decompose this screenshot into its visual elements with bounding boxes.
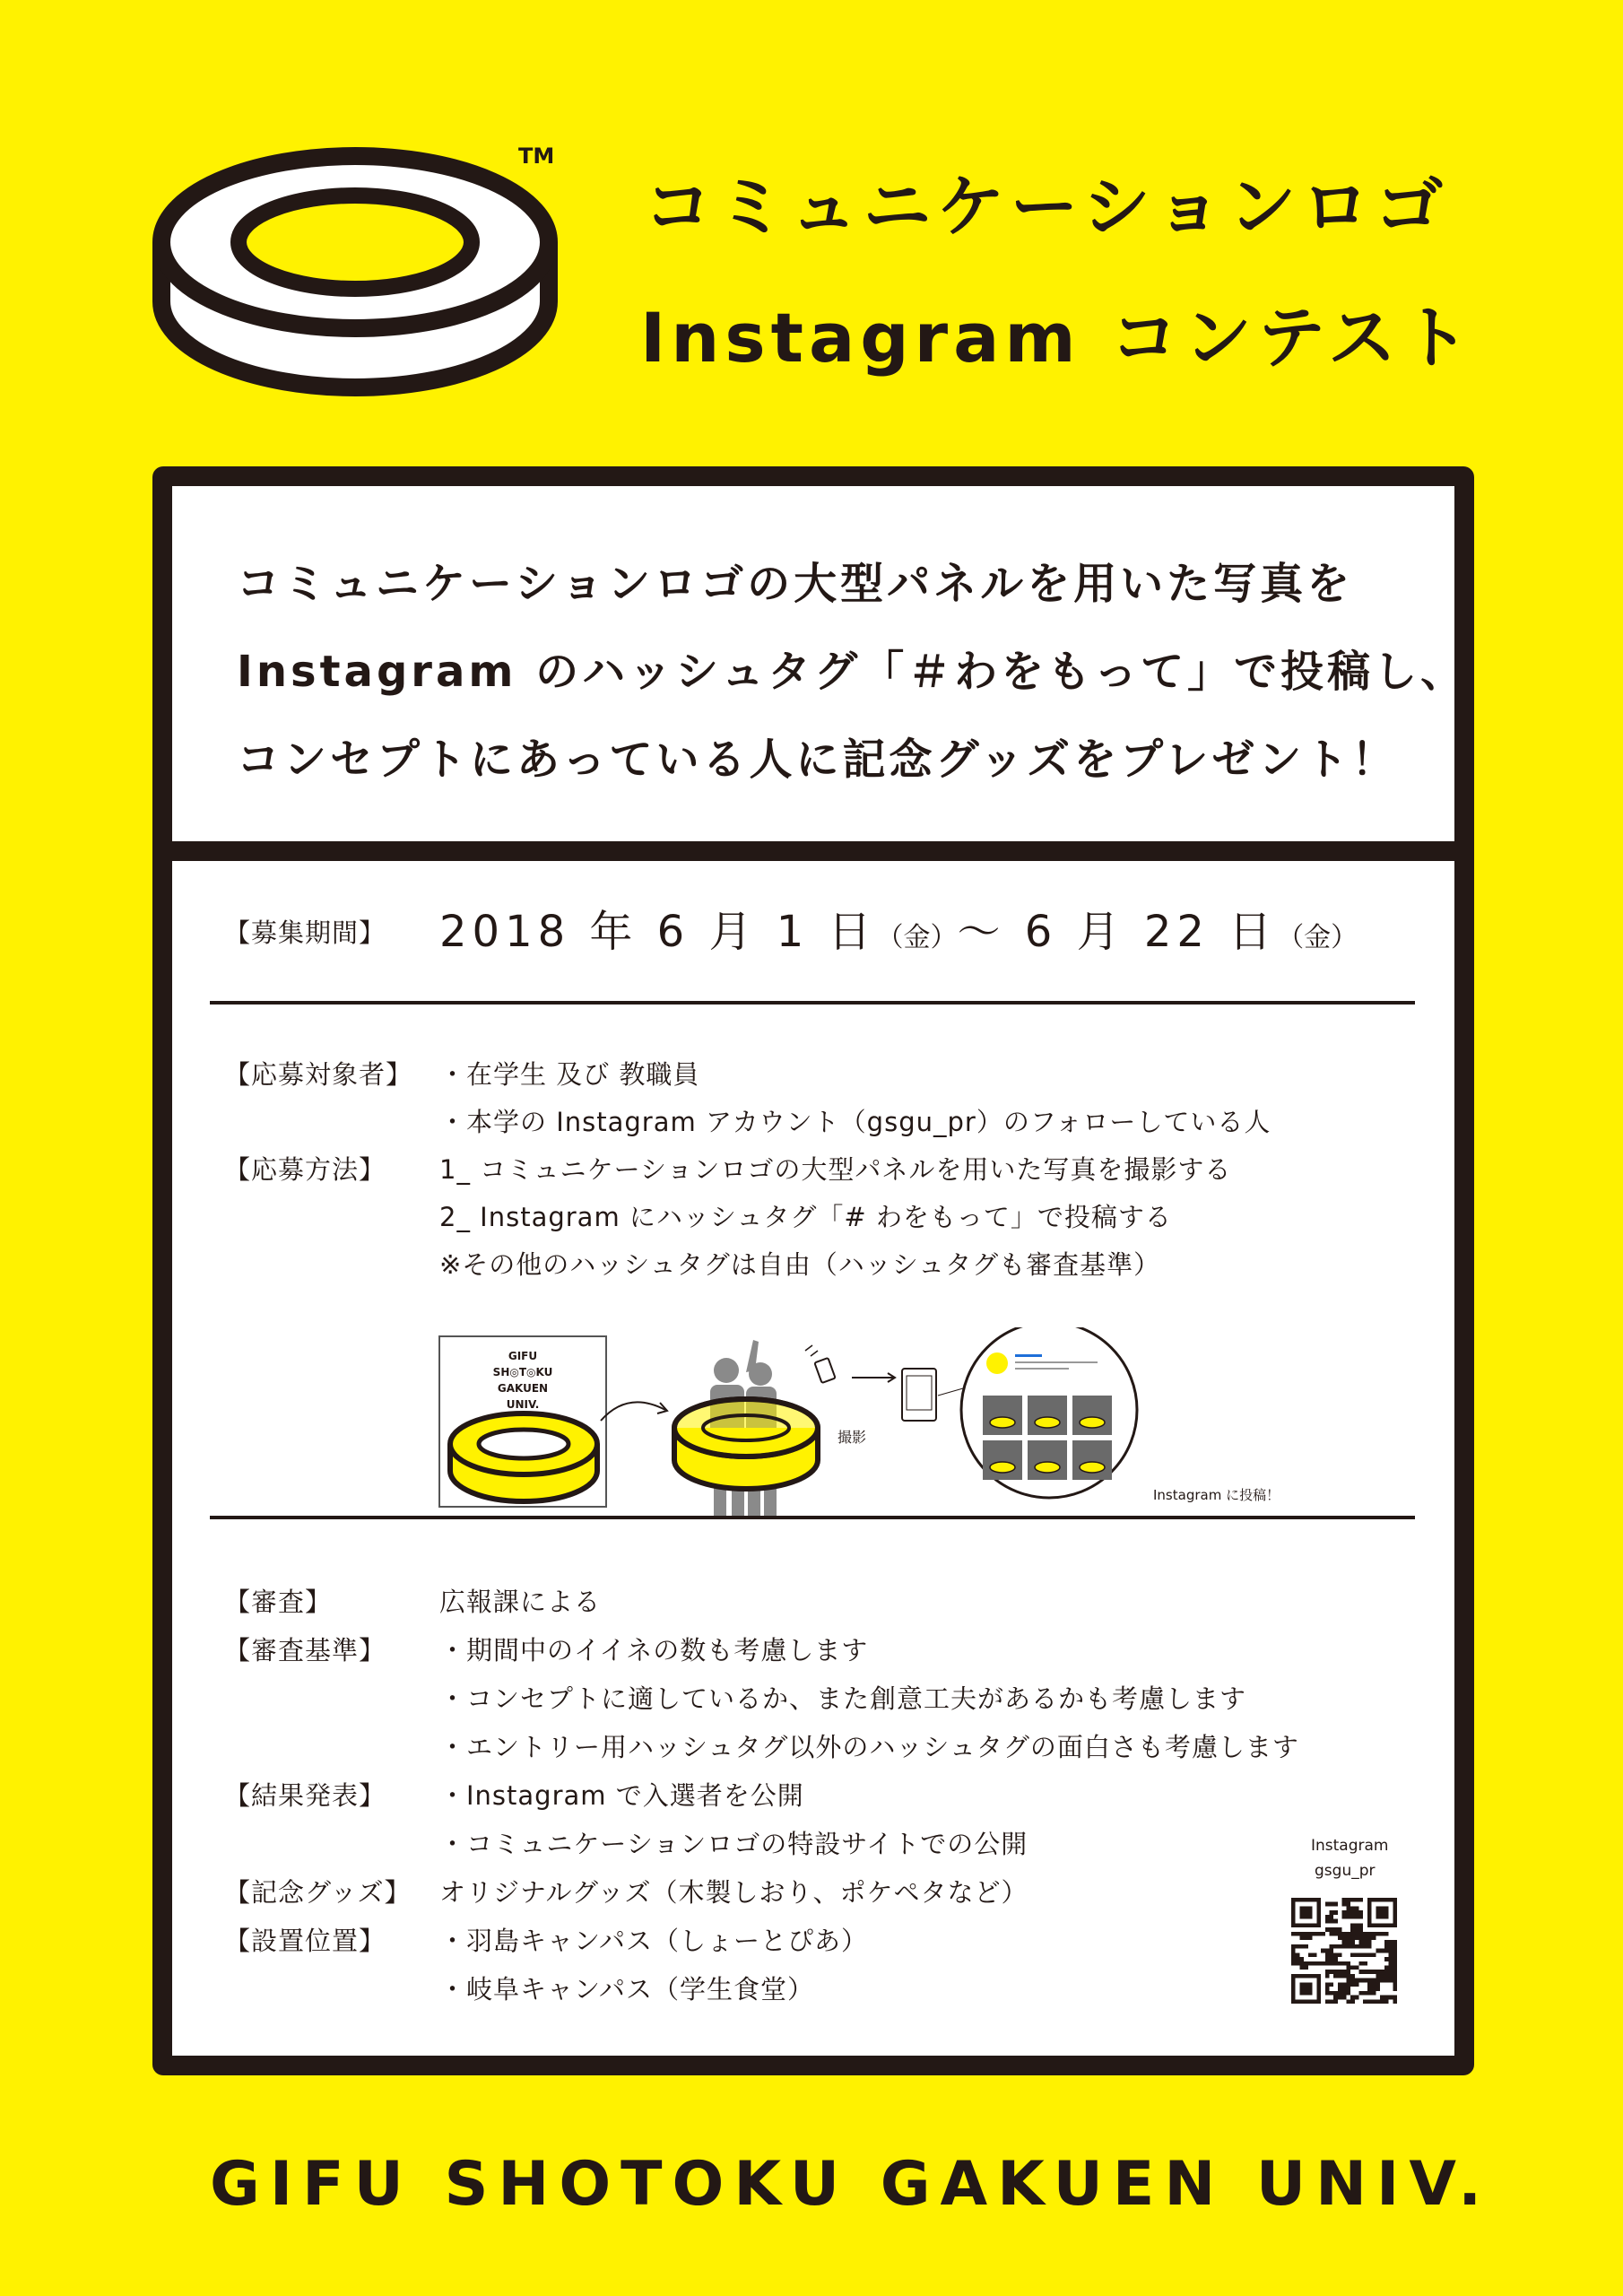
ring-logo-icon — [152, 144, 565, 413]
method-label: 【応募方法】 — [224, 1154, 386, 1185]
place-line: ・羽島キャンパス（しょーとぴあ） — [439, 1926, 868, 1956]
target-label: 【応募対象者】 — [224, 1059, 413, 1090]
panel-ring-hole — [479, 1430, 568, 1458]
section-divider — [210, 1516, 1415, 1519]
goods-label: 【記念グッズ】 — [224, 1877, 412, 1908]
judge-value: 広報課による — [439, 1587, 602, 1617]
qr-label: Instagram — [1311, 1837, 1389, 1855]
target-line: ・本学の Instagram アカウント（gsgu_pr）のフォローしている人 — [439, 1107, 1271, 1137]
section-divider — [210, 1001, 1415, 1004]
criteria-line: ・エントリー用ハッシュタグ以外のハッシュタグの面白さも考慮します — [439, 1732, 1299, 1762]
page-title-line1: コミュニケーションロゴ — [644, 167, 1449, 247]
held-ring-front — [674, 1399, 818, 1457]
zoom-line — [938, 1388, 963, 1396]
period-value — [439, 897, 1358, 959]
period-end-day: （金） — [1277, 922, 1358, 953]
goods-value: オリジナルグッズ（木製しおり、ポケペタなど） — [439, 1877, 1028, 1908]
criteria-line: ・期間中のイイネの数も考慮します — [439, 1635, 869, 1665]
intro-line2: Instagram のハッシュタグ「＃わをもって」で投稿し、 — [237, 647, 1468, 697]
period-start: 2018 年 6 月 1 日 — [439, 907, 877, 957]
judge-label: 【審査】 — [224, 1587, 333, 1617]
profile-name-bar — [1015, 1354, 1042, 1357]
how-to-illustration — [430, 1327, 1184, 1525]
profile-bio-bar — [1015, 1361, 1098, 1363]
trademark-mark: TM — [518, 144, 555, 169]
place-label: 【設置位置】 — [224, 1926, 386, 1956]
panel-text: UNIV. — [506, 1398, 540, 1411]
period-end: 〜 6 月 22 日 — [957, 907, 1278, 957]
criteria-label: 【審査基準】 — [224, 1635, 386, 1665]
target-line: ・在学生 及び 教職員 — [439, 1059, 700, 1090]
intro-line3: コンセプトにあっている人に記念グッズをプレゼント！ — [237, 735, 1399, 785]
qr-code-icon[interactable] — [1291, 1898, 1397, 2004]
panel-text: GIFU — [508, 1350, 538, 1362]
flow-arrow — [601, 1402, 665, 1421]
intro-divider — [152, 841, 1474, 861]
result-line: ・Instagram で入選者を公開 — [439, 1780, 804, 1811]
method-line: 1_ コミュニケーションロゴの大型パネルを用いた写真を撮影する — [439, 1154, 1232, 1185]
profile-avatar — [986, 1352, 1008, 1374]
panel-text: GAKUEN — [497, 1382, 549, 1395]
period-start-day: （金） — [876, 922, 958, 953]
method-line: ※その他のハッシュタグは自由（ハッシュタグも審査基準） — [439, 1249, 1161, 1280]
person-head — [714, 1358, 739, 1383]
instagram-caption: Instagram に投稿！ — [1153, 1487, 1280, 1503]
page-title-line2: Instagram コンテスト — [640, 298, 1476, 378]
panel-text: SH◎T◎KU — [492, 1366, 553, 1378]
profile-bio-bar — [1015, 1368, 1069, 1370]
method-line: 2_ Instagram にハッシュタグ「# わをもって」で投稿する — [439, 1202, 1172, 1232]
period-label: 【募集期間】 — [224, 918, 386, 948]
qr-account: gsgu_pr — [1315, 1862, 1376, 1880]
intro-line1: コミュニケーションロゴの大型パネルを用いた写真を — [237, 559, 1354, 609]
university-wordmark: GIFU SHOTOKU GAKUEN UNIV. — [210, 2149, 1492, 2220]
camera-phone-icon — [814, 1358, 835, 1383]
criteria-line: ・コンセプトに適しているか、また創意工夫があるかも考慮します — [439, 1683, 1247, 1714]
result-line: ・コミュニケーションロゴの特設サイトでの公開 — [439, 1829, 1028, 1859]
place-line: ・岐阜キャンパス（学生食堂） — [439, 1974, 814, 2005]
camera-flash-icon — [805, 1345, 818, 1356]
result-label: 【結果発表】 — [224, 1780, 386, 1811]
shoot-caption: 撮影 — [838, 1429, 867, 1446]
phone-screen — [907, 1376, 932, 1410]
